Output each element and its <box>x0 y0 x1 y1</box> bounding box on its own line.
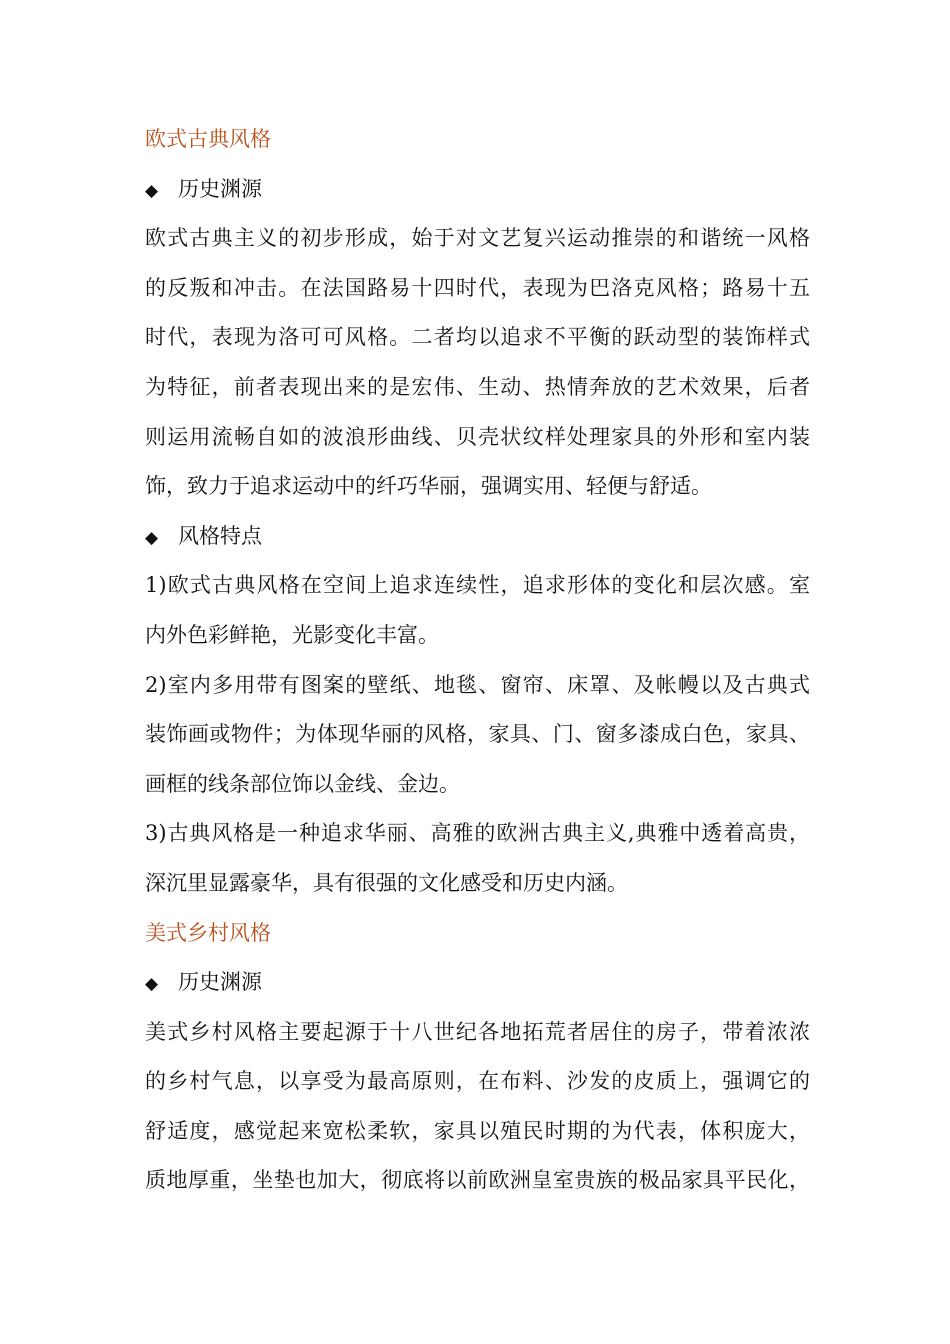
subsection-title: 历史渊源 <box>178 970 262 995</box>
paragraph-line: 画框的线条部位饰以金线、金边。 <box>145 771 460 796</box>
subsection-title: 历史渊源 <box>178 176 262 201</box>
paragraph-line: 2)室内多用带有图案的壁纸、地毯、窗帘、床罩、及帐幔以及古典式 <box>145 672 810 697</box>
paragraph-line: 的乡村气息，以享受为最高原则，在布料、沙发的皮质上，强调它的 <box>145 1069 810 1094</box>
paragraph-line: 的反叛和冲击。在法国路易十四时代，表现为巴洛克风格；路易十五 <box>145 275 810 300</box>
subsection-heading-features <box>145 512 810 562</box>
paragraph-line: 1)欧式古典风格在空间上追求连续性，追求形体的变化和层次感。室 <box>145 573 810 598</box>
subsection-heading-history <box>145 165 810 215</box>
paragraph-line: 质地厚重，坐垫也加大，彻底将以前欧洲皇室贵族的极品家具平民化， <box>145 1168 810 1193</box>
diamond-bullet-icon: ◆ <box>145 180 159 201</box>
subsection-title: 风格特点 <box>178 523 262 548</box>
paragraph-line: 深沉里显露豪华，具有很强的文化感受和历史内涵。 <box>145 870 628 895</box>
paragraph-line: 欧式古典主义的初步形成，始于对文艺复兴运动推崇的和谐统一风格 <box>145 226 810 251</box>
paragraph-line: 饰，致力于追求运动中的纤巧华丽，强调实用、轻便与舒适。 <box>145 474 712 499</box>
document-page <box>145 115 810 1206</box>
section-title-european-classical: 欧式古典风格 <box>145 127 271 151</box>
paragraph-line: 3)古典风格是一种追求华丽、高雅的欧洲古典主义,典雅中透着高贵， <box>145 821 810 846</box>
paragraph-line: 舒适度，感觉起来宽松柔软，家具以殖民时期的为代表，体积庞大， <box>145 1118 810 1143</box>
paragraph-line: 则运用流畅自如的波浪形曲线、贝壳状纹样处理家具的外形和室内装 <box>145 424 810 449</box>
paragraph-line: 内外色彩鲜艳，光影变化丰富。 <box>145 622 439 647</box>
paragraph-line: 为特征，前者表现出来的是宏伟、生动、热情奔放的艺术效果，后者 <box>145 374 810 399</box>
subsection-heading-history <box>145 958 810 1008</box>
section-title-american-country: 美式乡村风格 <box>145 920 271 945</box>
paragraph-line: 美式乡村风格主要起源于十八世纪各地拓荒者居住的房子，带着浓浓 <box>145 1019 810 1044</box>
paragraph-line: 装饰画或物件；为体现华丽的风格，家具、门、窗多漆成白色，家具、 <box>145 722 810 747</box>
diamond-bullet-icon: ◆ <box>145 974 159 995</box>
diamond-bullet-icon: ◆ <box>145 527 159 548</box>
paragraph-line: 时代，表现为洛可可风格。二者均以追求不平衡的跃动型的装饰样式 <box>145 325 810 350</box>
